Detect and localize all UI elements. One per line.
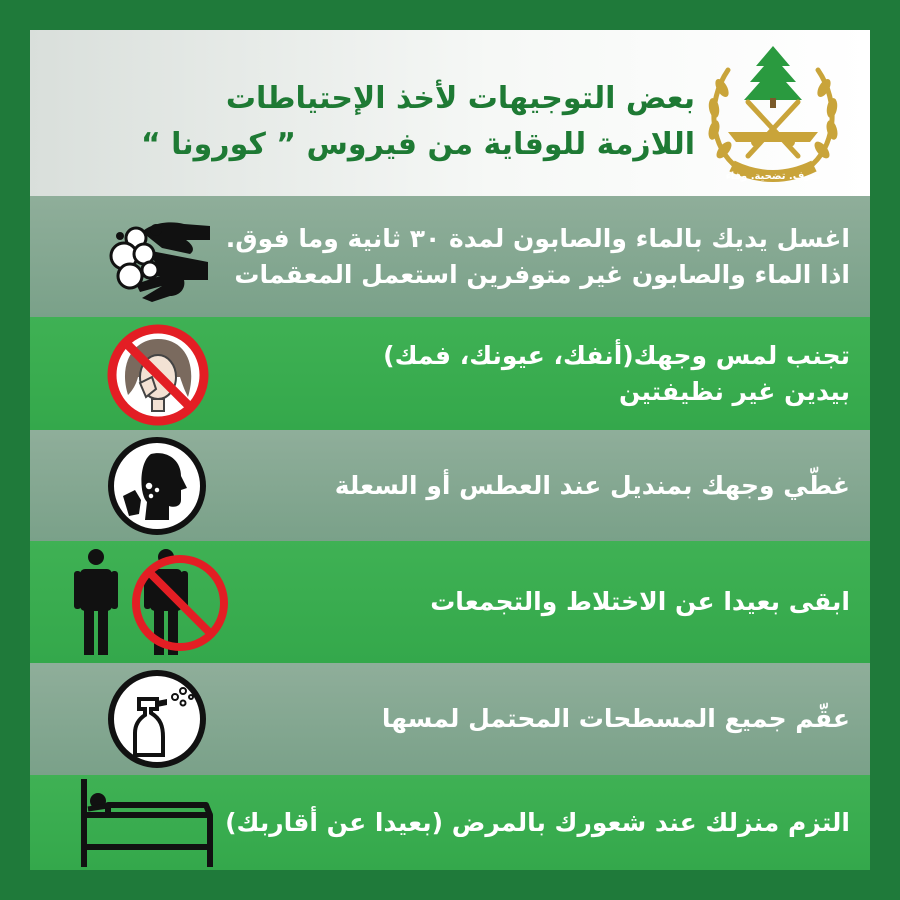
poster-header xyxy=(30,30,870,196)
tip-line: بيدين غير نظيفتين xyxy=(618,376,850,406)
tip-line: اذا الماء والصابون غير متوفرين استعمل المعقمات xyxy=(234,259,850,289)
tip-line: تجنب لمس وجهك(أنفك، عيونك، فمك) xyxy=(383,340,850,370)
tip-row-social-distance xyxy=(30,541,870,663)
tip-text xyxy=(250,430,850,541)
stay-home-bed-icon xyxy=(78,775,218,870)
title-line-1: بعض التوجيهات لأخذ الإحتياطات xyxy=(225,81,695,116)
cough-cover-icon xyxy=(105,430,215,541)
social-distance-icon xyxy=(68,541,228,663)
poster-frame xyxy=(30,30,870,870)
tip-row-hand-washing xyxy=(30,196,870,317)
army-emblem-icon xyxy=(698,40,848,186)
tip-row-cough-cover xyxy=(30,430,870,541)
tip-line: اغسل يديك بالماء والصابون لمدة ٣٠ ثانية وما فوق. xyxy=(225,223,850,253)
tip-row-no-face-touch xyxy=(30,317,870,430)
poster-title xyxy=(141,76,695,168)
disinfect-spray-icon xyxy=(105,663,215,775)
tip-row-disinfect xyxy=(30,663,870,775)
tip-text xyxy=(250,317,850,430)
tip-line: غطّي وجهك بمنديل عند العطس أو السعلة xyxy=(334,470,850,500)
title-line-2: اللازمة للوقاية من فيروس ” كورونا “ xyxy=(140,127,695,162)
tip-text xyxy=(225,775,850,870)
tip-text xyxy=(250,663,850,775)
tip-text xyxy=(225,196,850,317)
hand-washing-icon xyxy=(100,196,215,317)
emblem-motto: شرف. تضحية. وفاء xyxy=(725,171,821,182)
tip-line: ابقى بعيدا عن الاختلاط والتجمعات xyxy=(430,587,850,616)
tip-text xyxy=(250,541,850,663)
tip-line: التزم منزلك عند شعورك بالمرض (بعيدا عن أقاربك) xyxy=(225,807,850,837)
tip-line: عقّم جميع المسطحات المحتمل لمسها xyxy=(381,704,850,733)
tip-row-stay-home xyxy=(30,775,870,870)
no-face-touch-icon xyxy=(100,317,215,430)
